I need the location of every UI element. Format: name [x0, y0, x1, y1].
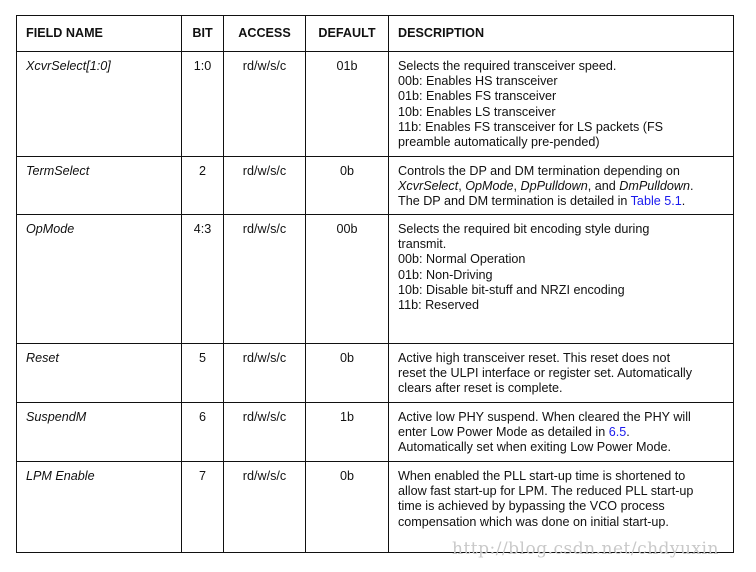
description-text: 01b: Enables FS transceiver [398, 89, 557, 104]
description-line [398, 120, 724, 135]
description-line [398, 268, 724, 283]
bit-cell: 1:0 [182, 52, 224, 157]
cross-reference-link[interactable]: 6.5 [608, 425, 627, 440]
default-cell: 0b [306, 344, 389, 403]
description-line [398, 135, 724, 150]
description-text: DpPulldown [520, 179, 588, 194]
description-text: 10b: Disable bit-stuff and NRZI encoding [398, 282, 625, 297]
description-line [398, 179, 724, 194]
description-line [398, 283, 724, 298]
description-cell [389, 215, 734, 344]
description-text: XcvrSelect [398, 179, 459, 194]
table-row [17, 403, 734, 462]
description-text: transmit. [398, 237, 447, 252]
field-name-cell: XcvrSelect[1:0] [17, 52, 182, 157]
bit-cell: 5 [182, 344, 224, 403]
access-cell: rd/w/s/c [224, 52, 306, 157]
bit-cell: 4:3 [182, 215, 224, 344]
access-cell: rd/w/s/c [224, 215, 306, 344]
cross-reference-link[interactable]: Table 5.1 [630, 194, 682, 209]
description-line [398, 484, 724, 499]
description-line [398, 381, 724, 396]
description-text: , [513, 179, 521, 194]
description-text: 11b: Reserved [398, 298, 479, 313]
header-access: ACCESS [224, 16, 306, 52]
bit-cell: 2 [182, 157, 224, 215]
access-cell: rd/w/s/c [224, 403, 306, 462]
description-line [398, 59, 724, 74]
description-text: Selects the required bit encoding style during [398, 222, 650, 236]
description-line [398, 366, 724, 381]
description-text: . [681, 194, 686, 209]
description-text: , [458, 179, 466, 194]
description-line [398, 164, 724, 179]
description-line [398, 194, 724, 209]
description-line [398, 237, 724, 252]
description-text: 00b: Normal Operation [398, 252, 526, 267]
field-name-cell: SuspendM [17, 403, 182, 462]
description-text: OpMode [465, 179, 514, 194]
field-name-cell: OpMode [17, 215, 182, 344]
access-cell: rd/w/s/c [224, 462, 306, 553]
description-line [398, 298, 724, 313]
description-cell [389, 52, 734, 157]
default-cell: 0b [306, 157, 389, 215]
table-row [17, 215, 734, 344]
description-line [398, 515, 724, 530]
table-row [17, 344, 734, 403]
field-name-cell: TermSelect [17, 157, 182, 215]
description-text: compensation which was done on initial start-up. [398, 514, 669, 529]
description-line [398, 252, 724, 267]
description-text: Selects the required transceiver speed. [398, 59, 617, 73]
access-cell: rd/w/s/c [224, 157, 306, 215]
description-text: The DP and DM termination is detailed in [398, 194, 631, 209]
description-text: 10b: Enables LS transceiver [398, 104, 556, 119]
description-line [398, 499, 724, 514]
field-name-cell: Reset [17, 344, 182, 403]
header-default: DEFAULT [306, 16, 389, 52]
bit-cell: 6 [182, 403, 224, 462]
description-text: enter Low Power Mode as detailed in [398, 425, 609, 440]
description-text: When enabled the PLL start-up time is shortened to [398, 469, 686, 483]
watermark: http://blog.csdn.net/chdyuxin [452, 539, 719, 559]
description-text: . [626, 425, 630, 440]
description-line [398, 440, 724, 455]
description-line [398, 74, 724, 89]
table-header-row [17, 16, 734, 52]
field-name-cell: LPM Enable [17, 462, 182, 553]
description-text: Active high transceiver reset. This reset does not [398, 351, 671, 365]
header-field-name: FIELD NAME [17, 16, 182, 52]
description-text: DmPulldown [619, 179, 690, 194]
default-cell: 00b [306, 215, 389, 344]
description-text: preamble automatically pre-pended) [398, 135, 600, 150]
table-row [17, 157, 734, 215]
description-line [398, 425, 724, 440]
description-text: Active low PHY suspend. When cleared the PHY will [398, 410, 691, 424]
description-text: 11b: Enables FS transceiver for LS packets (FS [398, 119, 664, 134]
description-text: time is achieved by bypassing the VCO process [398, 499, 665, 514]
description-text: 01b: Non-Driving [398, 267, 493, 282]
description-line [398, 105, 724, 120]
bit-cell: 7 [182, 462, 224, 553]
description-line [398, 410, 724, 425]
default-cell: 1b [306, 403, 389, 462]
description-line [398, 469, 724, 484]
description-cell [389, 157, 734, 215]
description-text: Automatically set when exiting Low Power Mode. [398, 440, 671, 455]
description-text: clears after reset is complete. [398, 381, 563, 396]
description-text: 00b: Enables HS transceiver [398, 74, 558, 89]
header-description: DESCRIPTION [389, 16, 734, 52]
description-line [398, 351, 724, 366]
description-text: allow fast start-up for LPM. The reduced PLL start-up [398, 484, 694, 499]
description-text: , and [587, 179, 620, 194]
description-text: Controls the DP and DM termination depending on [398, 164, 680, 178]
register-field-table [16, 15, 734, 553]
description-line [398, 89, 724, 104]
description-line [398, 222, 724, 237]
default-cell: 0b [306, 462, 389, 553]
default-cell: 01b [306, 52, 389, 157]
description-text: . [689, 179, 694, 194]
description-cell [389, 403, 734, 462]
table-row [17, 52, 734, 157]
access-cell: rd/w/s/c [224, 344, 306, 403]
description-text: reset the ULPI interface or register set. Automatically [398, 366, 692, 381]
description-cell [389, 344, 734, 403]
header-bit: BIT [182, 16, 224, 52]
